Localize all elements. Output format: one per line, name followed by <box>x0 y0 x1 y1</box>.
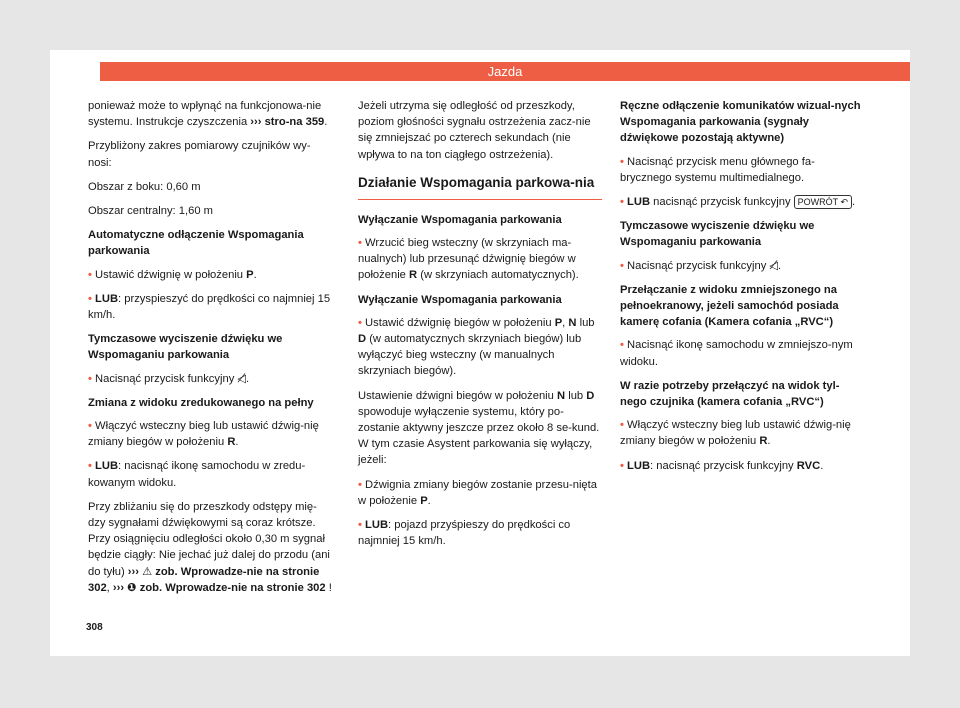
bullet-icon: • <box>88 372 92 385</box>
mute-icon: ◁̸ <box>769 259 779 272</box>
bullet-icon: • <box>620 196 624 209</box>
column-3 <box>620 98 864 482</box>
subheading: Wyłączanie Wspomagania parkowania <box>358 293 562 306</box>
subheading: Wyłączanie Wspomagania parkowania <box>358 213 562 226</box>
subheading: Zmiana z widoku zredukowanego na pełny <box>88 396 314 409</box>
mute-icon: ◁̸ <box>237 372 247 385</box>
warning-reference-link[interactable]: ››› ⚠ zob. Wprowadze-nie na stronie 302 <box>88 565 320 594</box>
page-reference-link[interactable]: ››› stro-na 359 <box>250 116 325 129</box>
paragraph: ponieważ może to wpłynąć na funkcjonowa-nie systemu. Instrukcje czyszczenia ››› stro-na 359. <box>88 100 328 129</box>
list-item: • Nacisnąć przycisk funkcyjny ◁̸. <box>88 372 250 385</box>
paragraph: Obszar centralny: 1,60 m <box>88 205 213 218</box>
subheading: Przełączanie z widoku zmniejszonego na pełnoekranowy, jeżeli samochód posiada kamerę cofania (Kamera cofania „RVC“) <box>620 283 839 329</box>
list-item: • Nacisnąć przycisk menu głównego fa-brycznego systemu multimedialnego. <box>620 155 815 184</box>
subheading: Tymczasowe wyciszenie dźwięku we Wspomaganiu parkowania <box>88 333 283 362</box>
bullet-icon: • <box>358 237 362 250</box>
list-item: • Włączyć wsteczny bieg lub ustawić dźwig-nię zmiany biegów w położeniu R. <box>620 419 851 448</box>
bullet-icon: • <box>358 316 362 329</box>
paragraph: Przy zbliżaniu się do przeszkody odstępy mię-dzy sygnałami dźwiękowymi są coraz krótsze. Przy osiągnięciu odległości około 0,30 m sygnał będzie ciągły: Nie jechać już dalej do przodu (ani do tyłu) ››› ⚠ zob. Wprowadze-nie na stronie 302, ››› ❶ zob. Wprowadze-nie na stronie 302 ! <box>88 500 332 594</box>
list-item: • LUB nacisnąć przycisk funkcyjny POWRÓT ↶ . <box>620 196 856 209</box>
list-item: • LUB: nacisnąć przycisk funkcyjny RVC. <box>620 459 824 472</box>
bullet-icon: • <box>620 459 624 472</box>
list-item: • Dźwignia zmiany biegów zostanie przesu-nięta w położenie P. <box>358 478 597 507</box>
list-item: • Wrzucić bieg wsteczny (w skrzyniach ma-nualnych) lub przesunąć dźwignię biegów w położenie R (w skrzyniach automatycznych). <box>358 237 579 282</box>
chapter-header: Jazda <box>100 62 910 81</box>
note-reference-link[interactable]: ››› ❶ zob. Wprowadze-nie na stronie 302 <box>112 581 326 594</box>
paragraph: Jeżeli utrzyma się odległość od przeszkody, poziom głośności sygnału ostrzeżenia zacz-nie się zmniejszać po czterech sekundach (nie wpływa to na ton ciągłego ostrzeżenia). <box>358 100 591 161</box>
paragraph: Obszar z boku: 0,60 m <box>88 180 201 193</box>
bullet-icon: • <box>620 339 624 352</box>
subheading: Automatyczne odłączenie Wspomagania parkowania <box>88 229 304 258</box>
bullet-icon: • <box>88 420 92 433</box>
bullet-icon: • <box>88 460 92 473</box>
back-key-icon: POWRÓT ↶ <box>794 195 852 209</box>
subheading: Ręczne odłączenie komunikatów wizual-nych Wspomagania parkowania (sygnały dźwiękowe pozostają aktywne) <box>620 100 861 145</box>
list-item: • Ustawić dźwignię w położeniu P. <box>88 268 257 281</box>
section-title: Działanie Wspomagania parkowa-nia <box>358 171 602 200</box>
paragraph: Przybliżony zakres pomiarowy czujników wy-nosi: <box>88 140 311 169</box>
list-item: • LUB: pojazd przyśpieszy do prędkości co najmniej 15 km/h. <box>358 519 571 548</box>
subheading: Tymczasowe wyciszenie dźwięku we Wspomaganiu parkowania <box>620 220 815 249</box>
bullet-icon: • <box>88 292 92 305</box>
list-item: • Ustawić dźwignię biegów w położeniu P, N lub D (w automatycznych skrzyniach biegów) lub wyłączyć bieg wsteczny (w manualnych skrzyniach biegów). <box>358 316 595 378</box>
bullet-icon: • <box>620 259 624 272</box>
bullet-icon: • <box>620 155 624 168</box>
bullet-icon: • <box>358 519 362 532</box>
bullet-icon: • <box>88 268 92 281</box>
column-2 <box>358 98 602 557</box>
subheading: W razie potrzeby przełączyć na widok tyl-nego czujnika (kamera cofania „RVC“) <box>620 379 840 409</box>
bullet-icon: • <box>620 419 624 432</box>
list-item: • LUB: nacisnąć ikonę samochodu w zredu-kowanym widoku. <box>88 460 306 489</box>
column-1 <box>88 98 332 604</box>
page-number: 308 <box>86 622 103 633</box>
list-item: • Nacisnąć przycisk funkcyjny ◁̸. <box>620 259 782 272</box>
bullet-icon: • <box>358 478 362 491</box>
paragraph: Ustawienie dźwigni biegów w położeniu N lub D spowoduje wyłączenie systemu, który po-zostanie aktywny jeszcze przez około 8 se-kund. W tym czasie Asystent parkowania się wyłączy, jeżeli: <box>358 389 600 467</box>
rvc-key-icon: RVC <box>796 459 821 472</box>
manual-page <box>50 50 910 656</box>
list-item: • Nacisnąć ikonę samochodu w zmniejszo-nym widoku. <box>620 339 853 368</box>
list-item: • Włączyć wsteczny bieg lub ustawić dźwig-nię zmiany biegów w położeniu R. <box>88 420 319 449</box>
list-item: • LUB: przyspieszyć do prędkości co najmniej 15 km/h. <box>88 292 331 322</box>
